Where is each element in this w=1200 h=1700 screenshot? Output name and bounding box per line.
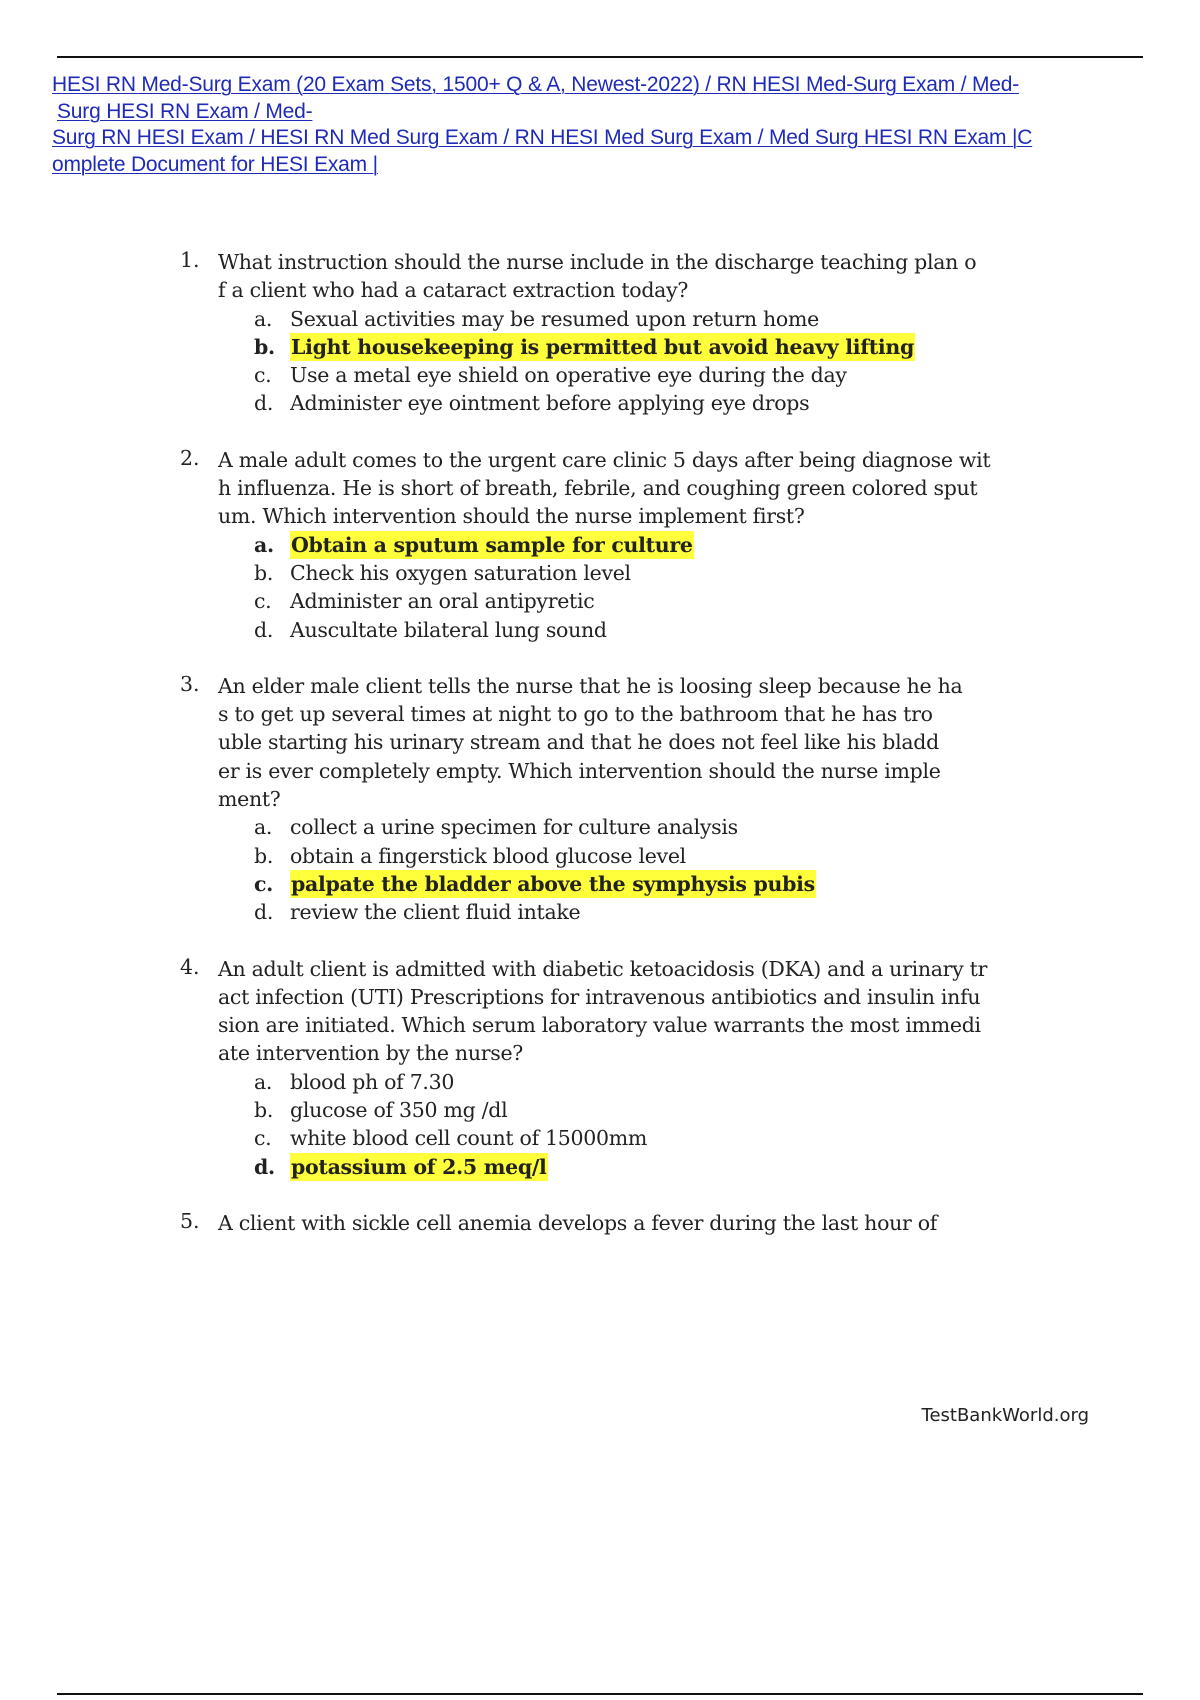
top-divider	[57, 56, 1143, 58]
answer-option-letter: d.	[254, 900, 274, 925]
answer-option-letter: b.	[254, 334, 275, 359]
header-link-line[interactable]	[52, 72, 1142, 99]
answer-option-correct	[254, 870, 1080, 898]
answer-option	[254, 1096, 1080, 1124]
question-list	[180, 248, 1080, 1265]
question-number: 3.	[180, 671, 200, 696]
answer-option-text: Check his oxygen saturation level	[290, 560, 631, 585]
header-link[interactable]: HESI RN Med-Surg Exam (20 Exam Sets, 1500+ Q & A, Newest-2022) / RN HESI Med-Surg Exam / Med-	[52, 73, 1020, 96]
answer-option	[254, 587, 1080, 615]
question-stem-line: An elder male client tells the nurse that he is loosing sleep because he ha	[218, 673, 963, 698]
question-stem-line: sion are initiated. Which serum laboratory value warrants the most immedi	[218, 1013, 981, 1038]
answer-options	[254, 305, 1080, 418]
answer-option	[254, 813, 1080, 841]
highlighted-answer-text: potassium of 2.5 meq/l	[290, 1153, 548, 1181]
answer-option	[254, 898, 1080, 926]
footer-site-name: TestBankWorld.org	[921, 1405, 1089, 1426]
question-stem-line: s to get up several times at night to go to the bathroom that he has tro	[218, 702, 933, 727]
answer-option-letter: b.	[254, 560, 274, 585]
answer-option-text: Administer eye ointment before applying eye drops	[290, 391, 810, 416]
question-stem-line: What instruction should the nurse include in the discharge teaching plan o	[218, 250, 977, 274]
answer-option-letter: a.	[254, 306, 273, 331]
question-item	[180, 446, 1080, 644]
header-link-line[interactable]	[52, 125, 1142, 152]
answer-option-letter: c.	[254, 871, 274, 896]
answer-option-text: blood ph of 7.30	[290, 1069, 455, 1094]
bottom-divider	[57, 1693, 1143, 1695]
question-stem-line: A client with sickle cell anemia develops a fever during the last hour of	[218, 1210, 938, 1235]
question-stem-line: um. Which intervention should the nurse implement first?	[218, 504, 805, 529]
question-stem	[218, 955, 1080, 1068]
question-number: 5.	[180, 1208, 200, 1233]
answer-option-letter: b.	[254, 843, 274, 868]
header-link[interactable]: Surg RN HESI Exam / HESI RN Med Surg Exam / RN HESI Med Surg Exam / Med Surg HESI RN Exam |C	[52, 126, 1033, 149]
question-stem-line: h influenza. He is short of breath, febrile, and coughing green colored sput	[218, 476, 978, 501]
answer-option-text: Sexual activities may be resumed upon return home	[290, 306, 819, 331]
answer-option	[254, 389, 1080, 417]
highlighted-answer-text: Light housekeeping is permitted but avoid heavy lifting	[290, 333, 915, 361]
answer-options	[254, 1068, 1080, 1181]
highlighted-answer-text: palpate the bladder above the symphysis pubis	[290, 870, 816, 898]
answer-option	[254, 1124, 1080, 1152]
answer-option-letter: c.	[254, 1126, 272, 1151]
question-stem-line: A male adult comes to the urgent care clinic 5 days after being diagnose wit	[218, 447, 991, 472]
answer-option-text: glucose of 350 mg /dl	[290, 1098, 508, 1123]
answer-options	[254, 531, 1080, 644]
question-item	[180, 248, 1080, 418]
answer-option-letter: c.	[254, 363, 272, 388]
header-link[interactable]: omplete Document for HESI Exam |	[52, 152, 378, 176]
answer-option-letter: d.	[254, 391, 274, 416]
answer-option-letter: d.	[254, 617, 274, 642]
answer-option	[254, 616, 1080, 644]
question-stem-line: ment?	[218, 787, 281, 812]
answer-option	[254, 1068, 1080, 1096]
question-stem	[218, 672, 1080, 813]
answer-option-letter: b.	[254, 1098, 274, 1123]
question-stem	[218, 248, 1080, 305]
question-stem	[218, 1209, 1080, 1237]
answer-option-text: Auscultate bilateral lung sound	[290, 617, 607, 642]
answer-option-correct	[254, 333, 1080, 361]
question-stem-line: act infection (UTI) Prescriptions for intravenous antibiotics and insulin infu	[218, 984, 981, 1009]
question-item	[180, 1209, 1080, 1237]
question-number: 2.	[180, 445, 200, 470]
question-number: 1.	[180, 248, 200, 272]
answer-option-text: Use a metal eye shield on operative eye during the day	[290, 363, 847, 388]
header-link-block	[52, 72, 1142, 178]
answer-option-letter: c.	[254, 589, 272, 614]
question-item	[180, 955, 1080, 1181]
question-stem-line: uble starting his urinary stream and that he does not feel like his bladd	[218, 730, 939, 755]
answer-option-text: collect a urine specimen for culture analysis	[290, 815, 738, 840]
header-link-line[interactable]	[52, 99, 1142, 126]
question-stem-line: An adult client is admitted with diabetic ketoacidosis (DKA) and a urinary tr	[218, 956, 988, 981]
answer-option-text: obtain a fingerstick blood glucose level	[290, 843, 686, 868]
highlighted-answer-text: Obtain a sputum sample for culture	[290, 531, 694, 559]
answer-options	[254, 813, 1080, 926]
question-stem-line: er is ever completely empty. Which intervention should the nurse imple	[218, 758, 941, 783]
answer-option-text: Administer an oral antipyretic	[290, 589, 595, 614]
answer-option-letter: a.	[254, 532, 274, 557]
answer-option-text: white blood cell count of 15000mm	[290, 1126, 648, 1151]
question-number: 4.	[180, 954, 200, 979]
answer-option-letter: d.	[254, 1154, 275, 1179]
answer-option	[254, 305, 1080, 333]
answer-option-letter: a.	[254, 1069, 273, 1094]
answer-option-text: review the client fluid intake	[290, 900, 581, 925]
question-stem-line: f a client who had a cataract extraction today?	[218, 278, 689, 303]
question-stem-line: ate intervention by the nurse?	[218, 1041, 523, 1066]
answer-option	[254, 842, 1080, 870]
answer-option-correct	[254, 531, 1080, 559]
question-stem	[218, 446, 1080, 531]
answer-option	[254, 361, 1080, 389]
header-link-line[interactable]	[52, 152, 1142, 179]
question-item	[180, 672, 1080, 927]
answer-option-letter: a.	[254, 815, 273, 840]
answer-option-correct	[254, 1153, 1080, 1181]
answer-option	[254, 559, 1080, 587]
header-link[interactable]: Surg HESI RN Exam / Med-	[57, 99, 313, 123]
